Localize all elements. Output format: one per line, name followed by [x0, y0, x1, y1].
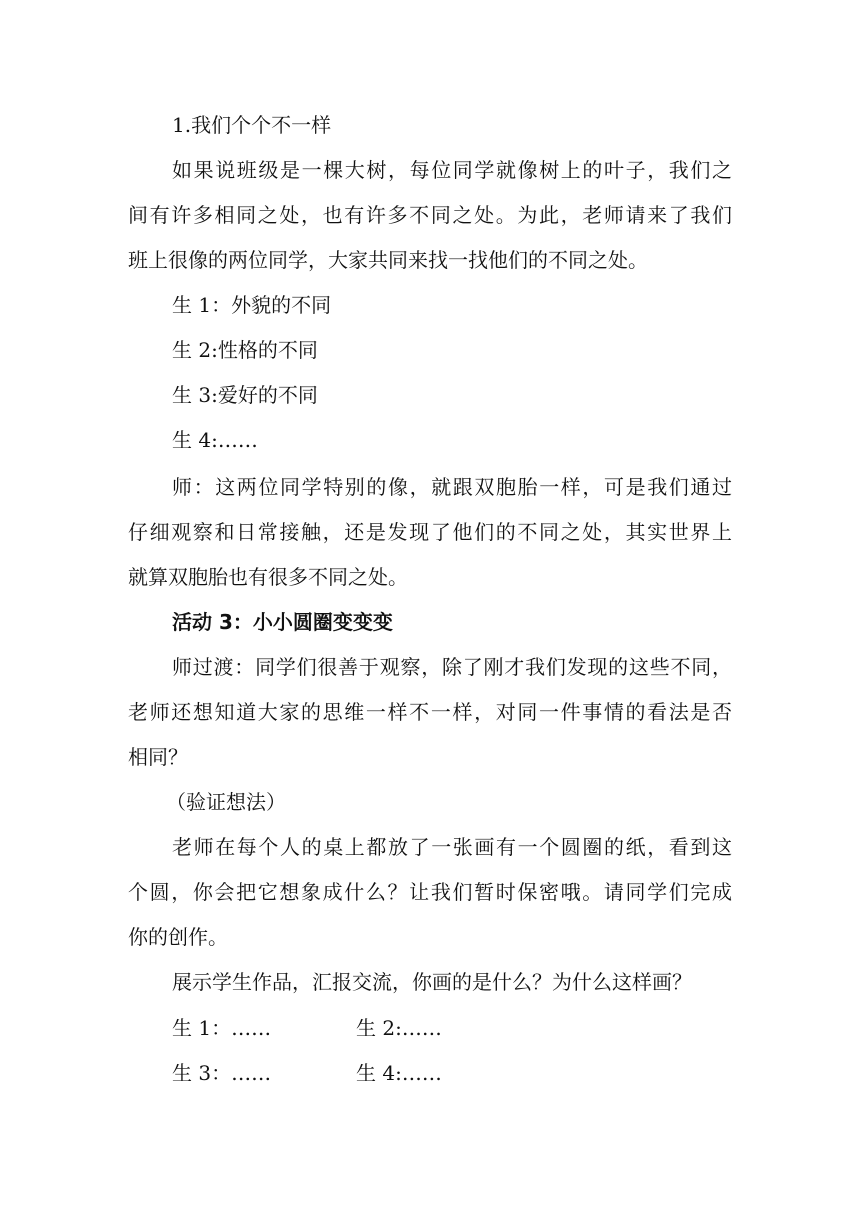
student-pair-right: 生 4:…… — [356, 1061, 442, 1085]
teacher-summary-line: 就算双胞胎也有很多不同之处。 — [128, 565, 408, 589]
activity-title: 活动 3：小小圆圈变变变 — [172, 610, 393, 634]
section-title: 1.我们个个不一样 — [172, 113, 332, 137]
instruction-line: 个圆，你会把它想象成什么？让我们暂时保密哦。请同学们完成 — [128, 880, 732, 904]
student-pair-row — [128, 1051, 732, 1096]
teacher-summary-line: 师：这两位同学特别的像，就跟双胞胎一样，可是我们通过 — [172, 475, 732, 499]
transition-paragraph — [128, 645, 732, 780]
intro-line: 如果说班级是一棵大树，每位同学就像树上的叶子，我们之 — [172, 158, 732, 182]
teacher-summary-paragraph — [128, 465, 732, 600]
student-answer: 生 4:…… — [172, 428, 258, 452]
student-pair-right: 生 2:…… — [356, 1016, 442, 1040]
transition-line: 相同？ — [128, 745, 188, 769]
transition-line: 师过渡：同学们很善于观察，除了刚才我们发现的这些不同， — [172, 655, 732, 679]
showcase-prompt: 展示学生作品，汇报交流，你画的是什么？为什么这样画？ — [172, 970, 692, 994]
student-answer: 生 1：外貌的不同 — [172, 293, 332, 317]
teacher-summary-line: 仔细观察和日常接触，还是发现了他们的不同之处，其实世界上 — [128, 520, 732, 544]
transition-line: 老师还想知道大家的思维一样不一样，对同一件事情的看法是否 — [128, 700, 732, 724]
intro-line: 间有许多相同之处，也有许多不同之处。为此，老师请来了我们 — [128, 203, 732, 227]
student-answer: 生 3:爱好的不同 — [172, 383, 318, 407]
verify-note: （验证想法） — [166, 790, 286, 814]
student-pair-left: 生 1：…… — [172, 1016, 272, 1040]
instruction-line: 你的创作。 — [128, 925, 228, 949]
instruction-paragraph — [128, 825, 732, 960]
student-answer: 生 2:性格的不同 — [172, 338, 318, 362]
instruction-line: 老师在每个人的桌上都放了一张画有一个圆圈的纸，看到这 — [172, 835, 732, 859]
intro-paragraph — [128, 148, 732, 283]
student-pair-left: 生 3：…… — [172, 1061, 272, 1085]
student-pair-row — [128, 1006, 732, 1051]
intro-line: 班上很像的两位同学，大家共同来找一找他们的不同之处。 — [128, 248, 648, 272]
